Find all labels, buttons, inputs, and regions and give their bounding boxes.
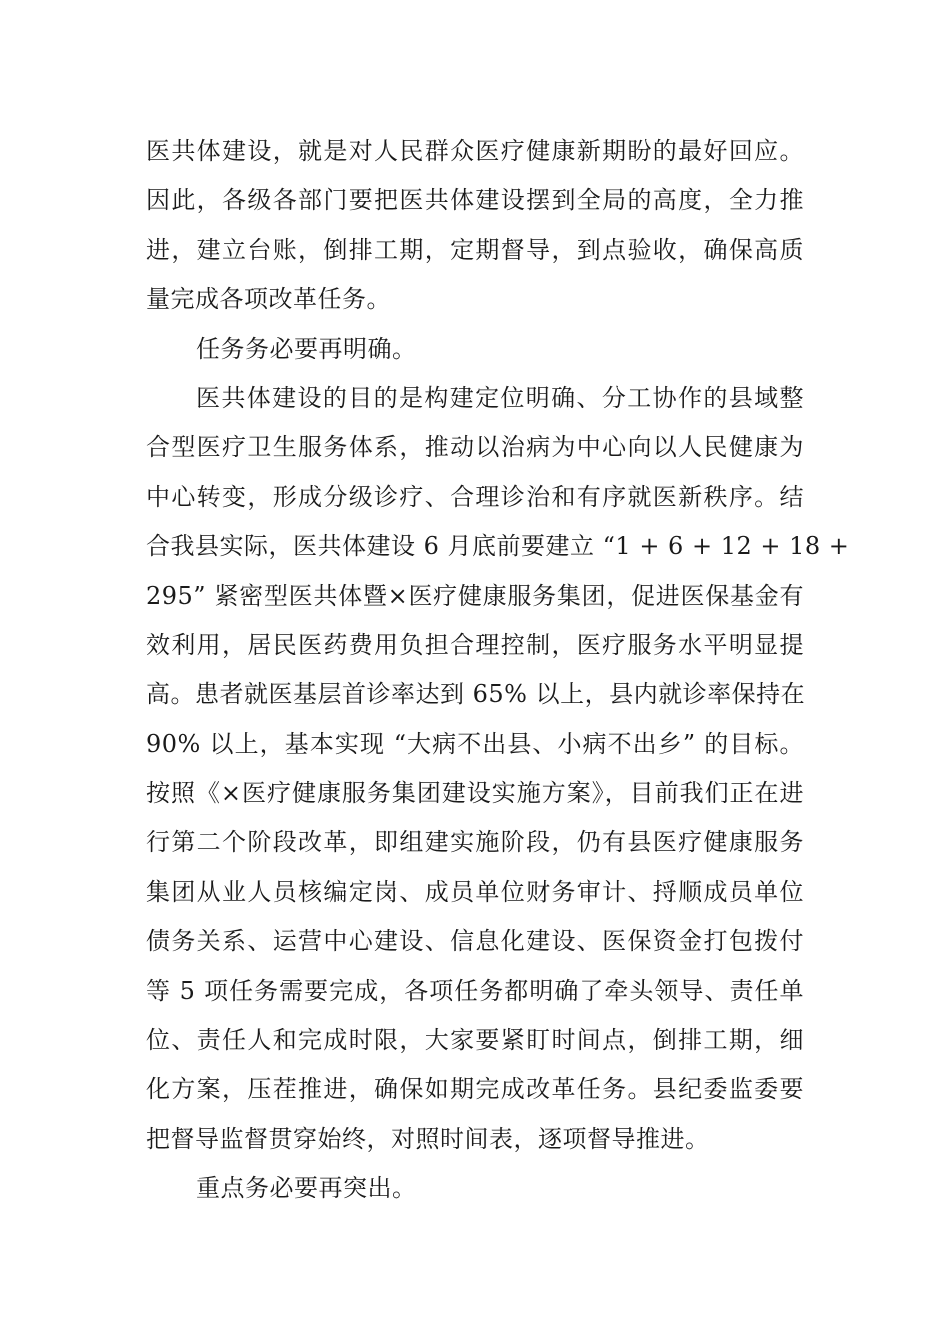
text-line: 按照《×医疗健康服务集团建设实施方案》，目前我们正在进 bbox=[146, 779, 804, 808]
paragraph-2 bbox=[146, 374, 850, 1164]
text-line: 量完成各项改革任务。 bbox=[146, 285, 391, 314]
text-line: 中心转变，形成分级诊疗、合理诊治和有序就医新秩序。结 bbox=[146, 482, 804, 511]
text-line: 90% 以上，基本实现 “大病不出县、小病不出乡” 的目标。 bbox=[146, 729, 804, 758]
text-line: 行第二个阶段改革，即组建实施阶段，仍有县医疗健康服务 bbox=[146, 828, 804, 857]
text-line: 高。患者就医基层首诊率达到 65% 以上，县内就诊率保持在 bbox=[146, 680, 806, 709]
text-line: 集团从业人员核编定岗、成员单位财务审计、捋顺成员单位 bbox=[146, 877, 804, 906]
text-line: 位、责任人和完成时限，大家要紧盯时间点，倒排工期，细 bbox=[146, 1026, 804, 1055]
section-heading-tasks: 任务务必要再明确。 bbox=[196, 334, 417, 363]
body-text bbox=[146, 127, 850, 1214]
text-line: 等 5 项任务需要完成，各项任务都明确了牵头领导、责任单 bbox=[146, 976, 804, 1005]
text-line: 合型医疗卫生服务体系，推动以治病为中心向以人民健康为 bbox=[146, 433, 804, 462]
text-line: 化方案，压茬推进，确保如期完成改革任务。县纪委监委要 bbox=[146, 1075, 804, 1104]
text-line: 合我县实际，医共体建设 6 月底前要建立 “1 + 6 + 12 + 18 + bbox=[146, 532, 850, 561]
section-heading-priorities: 重点务必要再突出。 bbox=[196, 1174, 417, 1203]
paragraph-1 bbox=[146, 127, 804, 325]
text-line: 医共体建设的目的是构建定位明确、分工协作的县域整 bbox=[196, 383, 804, 412]
text-line: 295” 紧密型医共体暨×医疗健康服务集团，促进医保基金有 bbox=[146, 581, 804, 610]
text-line: 把督导监督贯穿始终，对照时间表，逐项督导推进。 bbox=[146, 1124, 710, 1153]
text-line: 债务关系、运营中心建设、信息化建设、医保资金打包拨付 bbox=[146, 927, 804, 956]
text-line: 进，建立台账，倒排工期，定期督导，到点验收，确保高质 bbox=[146, 235, 804, 264]
text-line: 医共体建设，就是对人民群众医疗健康新期盼的最好回应。 bbox=[146, 137, 804, 165]
text-line: 因此，各级各部门要把医共体建设摆到全局的高度，全力推 bbox=[146, 186, 804, 215]
text-line: 效利用，居民医药费用负担合理控制，医疗服务水平明显提 bbox=[146, 630, 804, 659]
